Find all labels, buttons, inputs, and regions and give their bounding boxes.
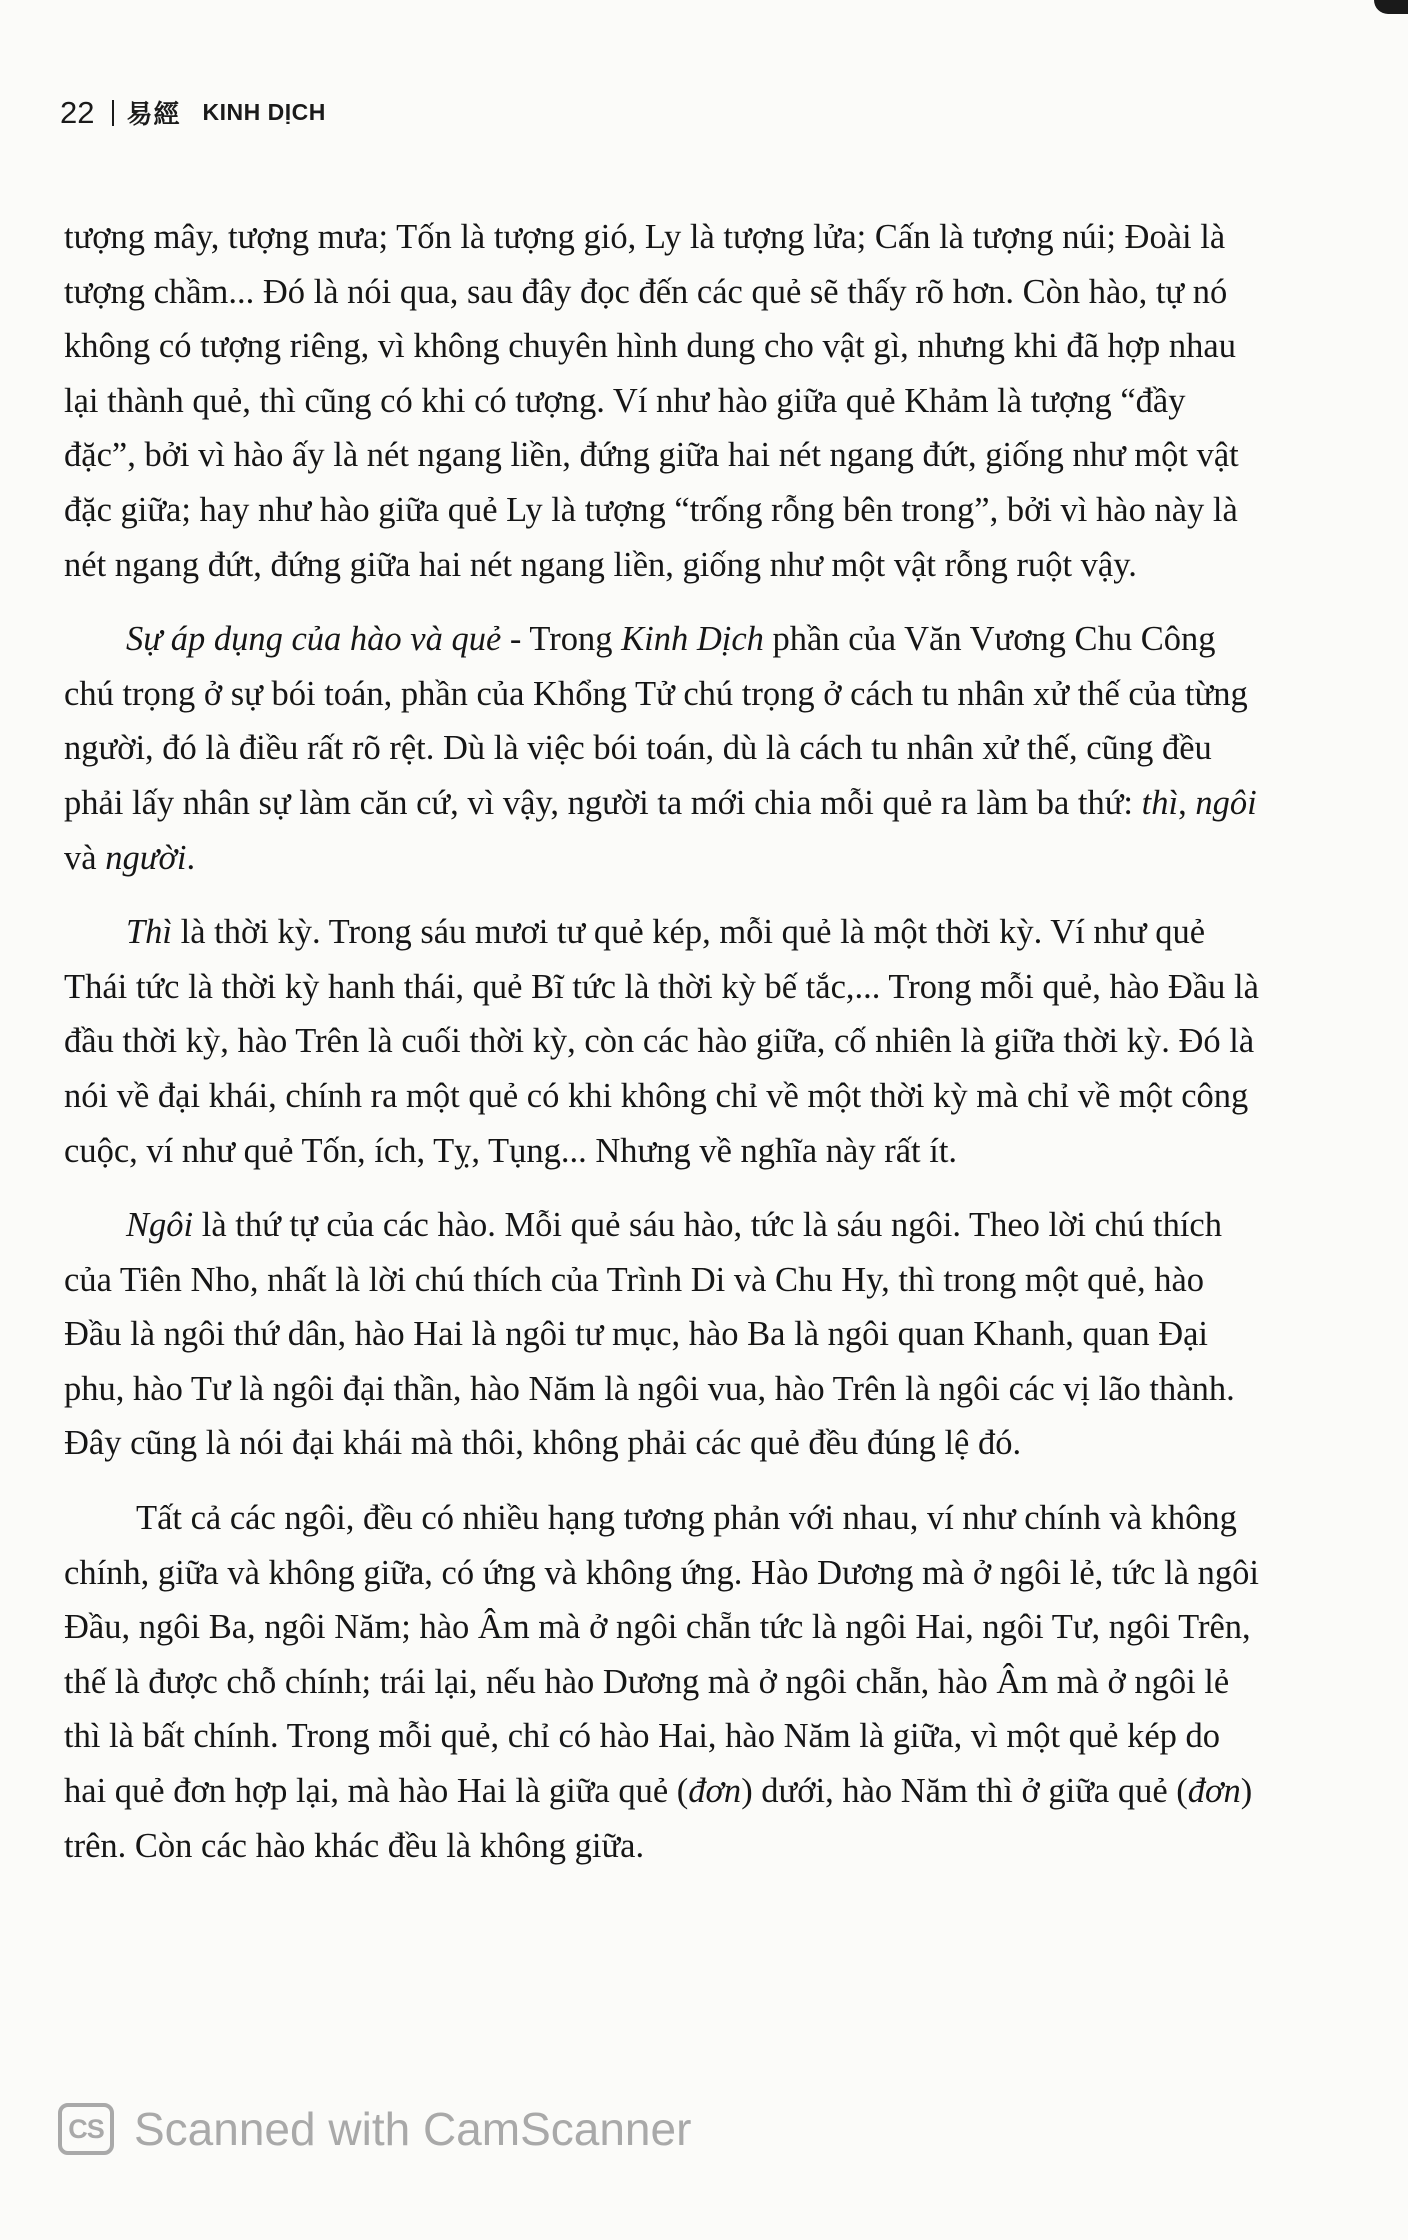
paragraph-2-text-a: - Trong — [501, 620, 622, 659]
term-ngoi: ngôi — [1195, 783, 1257, 822]
paragraph-4 — [64, 1198, 1260, 1471]
term-don-2: đơn — [1187, 1772, 1241, 1811]
paragraph-3 — [64, 905, 1260, 1178]
paragraph-2-comma: , — [1178, 783, 1196, 822]
term-don-1: đơn — [688, 1772, 742, 1811]
paragraph-3-lead: Thì — [126, 913, 173, 952]
camscanner-watermark — [58, 2102, 691, 2156]
paragraph-2-end: . — [186, 838, 196, 877]
paragraph-4-lead: Ngôi — [126, 1206, 194, 1245]
paragraph-5-text-c: ) trên. Còn các hào khác đều là không giữa. — [64, 1772, 1253, 1865]
paragraph-5 — [64, 1491, 1260, 1873]
header-cjk-title: 易經 — [126, 100, 181, 130]
scan-edge-mark — [1374, 0, 1408, 14]
paragraph-5-text-a: Tất cả các ngôi, đều có nhiều hạng tương phản với nhau, ví như chính và không chính, giữa và không giữa, có ứng và không ứng. Hào Dương mà ở ngôi lẻ, tức là ngôi Đầu, ngôi Ba, ngôi Năm; hào Âm mà ở ngôi chẵn tức là ngôi Hai, ngôi Tư, ngôi Trên, thế là được chỗ chính; trái lại, nếu hào Dương mà ở ngôi chẵn, hào Âm mà ở ngôi lẻ thì là bất chính. Trong mỗi quẻ, chỉ có hào Hai, hào Năm là giữa, vì một quẻ kép do hai quẻ đơn hợp lại, mà hào Hai là giữa quẻ ( — [64, 1499, 1259, 1811]
paragraph-1 — [64, 210, 1260, 592]
paragraph-2-and: và — [64, 838, 106, 877]
paragraph-2-text-b: phần của Văn Vương Chu Công chú trọng ở sự bói toán, phần của Khổng Tử chú trọng ở cách tu nhân xử thế của từng người, đó là điều rất rõ rệt. Dù là việc bói toán, dù là cách tu nhân xử thế, cũng đều phải lấy nhân sự làm căn cứ, vì vậy, người ta mới chia mỗi quẻ ra làm ba thứ: — [64, 620, 1248, 822]
paragraph-1-text: tượng mây, tượng mưa; Tốn là tượng gió, Ly là tượng lửa; Cấn là tượng núi; Đoài là tượng chầm... Đó là nói qua, sau đây đọc đến các quẻ sẽ thấy rõ hơn. Còn hào, tự nó không có tượng riêng, vì không chuyên hình dung cho vật gì, nhưng khi đã hợp nhau lại thành quẻ, thì cũng có khi có tượng. Ví như hào giữa quẻ Khảm là tượng “đầy đặc”, bởi vì hào ấy là nét ngang liền, đứng giữa hai nét ngang đứt, giống như một vật đặc giữa; hay như hào giữa quẻ Ly là tượng “trống rỗng bên trong”, bởi vì hào này là nét ngang đứt, đứng giữa hai nét ngang liền, giống như một vật rỗng ruột vậy. — [64, 218, 1239, 584]
paragraph-5-text-b: ) dưới, hào Năm thì ở giữa quẻ ( — [741, 1772, 1188, 1811]
page-body — [64, 210, 1260, 1873]
watermark-text: Scanned with CamScanner — [134, 2103, 692, 2155]
paragraph-3-text: là thời kỳ. Trong sáu mươi tư quẻ kép, mỗi quẻ là một thời kỳ. Ví như quẻ Thái tức là thời kỳ hanh thái, quẻ Bĩ tức là thời kỳ bế tắc,... Trong mỗi quẻ, hào Đầu là đầu thời kỳ, hào Trên là cuối thời kỳ, còn các hào giữa, cố nhiên là giữa thời kỳ. Đó là nói về đại khái, chính ra một quẻ có khi không chỉ về một thời kỳ mà chỉ về một công cuộc, ví như quẻ Tốn, ích, Tỵ, Tụng... Nhưng về nghĩa này rất ít. — [64, 913, 1259, 1170]
term-nguoi: người — [105, 838, 187, 877]
camscanner-logo-icon: CS — [58, 2103, 114, 2155]
running-header — [60, 94, 326, 131]
page-number: 22 — [60, 94, 95, 130]
paragraph-2-lead: Sự áp dụng của hào và quẻ — [126, 620, 502, 659]
header-book-title: KINH DỊCH — [202, 99, 326, 125]
term-thi: thì — [1141, 783, 1179, 822]
header-divider — [112, 100, 114, 126]
paragraph-2 — [64, 612, 1260, 885]
paragraph-4-text: là thứ tự của các hào. Mỗi quẻ sáu hào, tức là sáu ngôi. Theo lời chú thích của Tiên Nho, nhất là lời chú thích của Trình Di và Chu Hy, thì trong một quẻ, hào Đầu là ngôi thứ dân, hào Hai là ngôi tư mục, hào Ba là ngôi quan Khanh, quan Đại phu, hào Tư là ngôi đại thần, hào Năm là ngôi vua, hào Trên là ngôi các vị lão thành. Đây cũng là nói đại khái mà thôi, không phải các quẻ đều đúng lệ đó. — [64, 1206, 1235, 1463]
book-title-inline: Kinh Dịch — [621, 620, 764, 659]
